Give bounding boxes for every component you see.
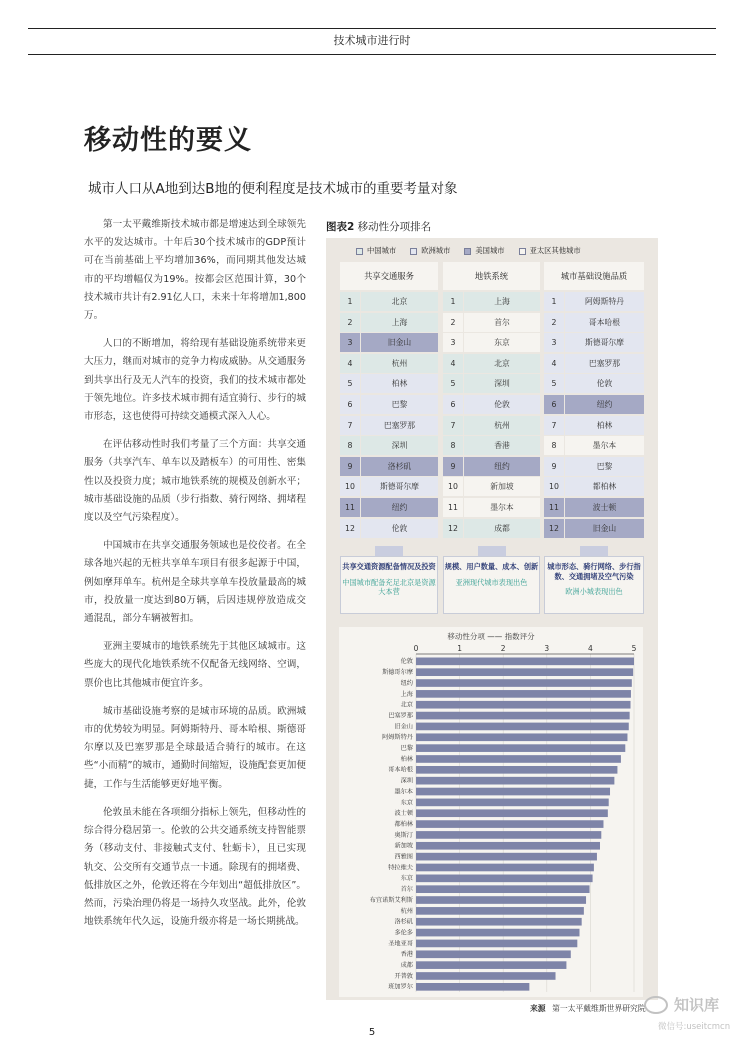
rank-city: 首尔 (464, 313, 540, 332)
running-header (28, 28, 716, 55)
rank-city: 阿姆斯特丹 (565, 292, 644, 311)
legend-swatch (519, 248, 526, 255)
rank-row (340, 395, 438, 414)
bar-label: 东京 (400, 875, 413, 883)
bar-label: 西雅图 (394, 853, 413, 861)
bar (416, 907, 584, 915)
rank-number: 12 (443, 519, 463, 538)
rank-city: 巴塞罗那 (565, 354, 644, 373)
rank-number: 4 (340, 354, 360, 373)
bar (416, 972, 556, 980)
note-finding: 欧洲小城表现出色 (565, 587, 623, 596)
wechat-icon (644, 996, 668, 1014)
source-label: 来源 (530, 1004, 546, 1013)
bar-label: 香港 (400, 951, 413, 959)
rank-number: 5 (443, 374, 463, 393)
bar-label: 洛杉矶 (394, 918, 413, 926)
rank-number: 3 (340, 333, 360, 352)
bar (416, 820, 603, 828)
rank-row (443, 457, 540, 476)
note-criteria: 城市形态、骑行网络、步行指数、交通拥堵及空气污染 (547, 562, 641, 581)
rank-number: 7 (443, 416, 463, 435)
bar (416, 875, 593, 883)
watermark-title: 知识库 (674, 996, 720, 1014)
bar-label: 北京 (400, 701, 413, 709)
bar-label: 特拉维夫 (388, 864, 413, 872)
bar (416, 983, 529, 991)
rank-city: 纽约 (565, 395, 644, 414)
rank-row (544, 313, 644, 332)
bar (416, 918, 582, 926)
rank-number: 7 (340, 416, 360, 435)
source-text: 第一太平戴维斯世界研究院 (552, 1004, 646, 1013)
rank-row (544, 477, 644, 496)
paragraph: 人口的不断增加，将给现有基础设施系统带来更大压力，继而对城市的竞争力构成威胁。从交通服务到共享出行及无人汽车的投资，我们的技术城市都处于领先地位。许多技术城市拥有适宜骑行、步行的城市形态，这也使得可持续交通模式深入人心。 (84, 338, 306, 423)
bar-label: 斯德哥尔摩 (382, 669, 413, 677)
rank-row (443, 519, 540, 538)
legend-item (519, 246, 581, 256)
rank-number: 2 (443, 313, 463, 332)
rank-row (443, 354, 540, 373)
note-criteria: 规模、用户数量、成本、创新 (444, 562, 539, 571)
note-connector (580, 546, 608, 556)
rank-row (443, 333, 540, 352)
bar (416, 777, 614, 785)
rank-row (544, 374, 644, 393)
rank-city: 伦敦 (361, 519, 438, 538)
rank-number: 5 (340, 374, 360, 393)
legend-swatch (356, 248, 363, 255)
rank-row (340, 436, 438, 455)
rank-city: 巴黎 (565, 457, 644, 476)
rank-number: 12 (544, 519, 564, 538)
paragraph: 中国城市在共享交通服务领域也是佼佼者。在全球各地兴起的无桩共享单车项目有很多起源于中国，例如摩拜单车。杭州是全球共享单车投放量最高的城市，投放量一度达到80万辆，后因违规停放造成交通混乱，部分车辆被暂扣。 (84, 540, 306, 625)
rank-city: 北京 (464, 354, 540, 373)
bar (416, 885, 590, 893)
x-tick-label: 4 (588, 644, 593, 653)
rank-city: 香港 (464, 436, 540, 455)
legend-label: 中国城市 (367, 246, 397, 255)
bar-label: 新加坡 (394, 842, 413, 850)
bar (416, 744, 625, 752)
bar-label: 多伦多 (394, 929, 413, 937)
rank-number: 10 (340, 477, 360, 496)
rank-city: 纽约 (464, 457, 540, 476)
rank-row (544, 498, 644, 517)
rank-row (340, 374, 438, 393)
paragraph: 第一太平戴维斯技术城市都是增速达到全球领先水平的发达城市。十年后30个技术城市的GDP预计可在当前基础上平均增加36%，而同期其他发达城市的平均增幅仅为19%。按都会区范围计算，30个技术城市共计有2.91亿人口，未来十年将增加1,800万。 (84, 219, 306, 322)
rank-city: 东京 (464, 333, 540, 352)
x-tick-label: 5 (631, 644, 637, 653)
rank-row (544, 519, 644, 538)
rank-number: 3 (544, 333, 564, 352)
rank-city: 伦敦 (464, 395, 540, 414)
bar (416, 809, 608, 817)
rank-city: 巴黎 (361, 395, 438, 414)
rank-number: 8 (544, 436, 564, 455)
bar-label: 成都 (400, 962, 413, 969)
bar (416, 929, 580, 937)
rank-city: 都柏林 (565, 477, 644, 496)
article-body (84, 216, 306, 941)
legend-label: 美国城市 (475, 246, 505, 255)
page-number: 5 (368, 1027, 376, 1038)
rank-number: 10 (544, 477, 564, 496)
bar-label: 布宜诺斯艾利斯 (369, 896, 413, 904)
rank-row (340, 416, 438, 435)
rank-city: 墨尔本 (464, 498, 540, 517)
rank-row (340, 333, 438, 352)
rank-number: 8 (443, 436, 463, 455)
rank-city: 北京 (361, 292, 438, 311)
bar-label: 波士顿 (394, 810, 413, 818)
bar-chart-svg (339, 627, 643, 997)
rank-city: 深圳 (464, 374, 540, 393)
bar-label: 首尔 (400, 886, 413, 894)
rank-city: 波士顿 (565, 498, 644, 517)
rank-city: 巴塞罗那 (361, 416, 438, 435)
x-tick-label: 2 (500, 644, 506, 653)
rank-number: 9 (443, 457, 463, 476)
figure-title: 移动性分项排名 (357, 221, 432, 233)
legend (356, 244, 581, 258)
bar (416, 853, 597, 861)
legend-label: 亚太区其他城市 (529, 246, 581, 255)
bar (416, 690, 631, 698)
rank-city: 纽约 (361, 498, 438, 517)
bar (416, 712, 630, 720)
legend-swatch (410, 248, 417, 255)
rank-row (340, 498, 438, 517)
rank-row (544, 457, 644, 476)
rank-city: 新加坡 (464, 477, 540, 496)
chart-title: 移动性分项 —— 指数评分 (447, 632, 535, 641)
bar-label: 上海 (400, 690, 413, 698)
paragraph: 城市基础设施考察的是城市环境的品质。欧洲城市的优势较为明显。阿姆斯特丹、哥本哈根、斯德哥尔摩以及巴塞罗那是全球最适合骑行的城市。在这些“小而精”的城市，通勤时间缩短，设施配套更加便捷，工作与生活能够更好地平衡。 (84, 705, 306, 790)
bar-label: 圣地亚哥 (388, 940, 413, 948)
bar (416, 733, 627, 741)
rank-row (443, 477, 540, 496)
paragraph: 伦敦虽未能在各项细分指标上领先，但移动性的综合得分稳居第一。伦敦的公共交通系统支持智能票务（移动支付、非接触式支付、牡蛎卡），且已实现轨交、公交所有交通节点一卡通。除现有的拥堵费、低排放区之外，伦敦还将在今年划出“超低排放区”。然而，污染治理仍将是一场持久攻坚战。此外，伦敦地铁系统年代久远，设施升级亦将是一场长期挑战。 (84, 806, 306, 928)
bar-label: 阿姆斯特丹 (382, 734, 413, 742)
column-header: 城市基础设施品质 (544, 262, 644, 290)
rank-number: 12 (340, 519, 360, 538)
rank-number: 2 (544, 313, 564, 332)
bar (416, 896, 586, 904)
source-note (530, 1003, 646, 1014)
rank-row (544, 354, 644, 373)
bar (416, 701, 631, 709)
rank-city: 成都 (464, 519, 540, 538)
bar (416, 799, 609, 807)
rank-row (340, 354, 438, 373)
rank-row (340, 457, 438, 476)
rank-number: 11 (544, 498, 564, 517)
bar (416, 755, 621, 763)
rank-number: 1 (544, 292, 564, 311)
rank-row (544, 395, 644, 414)
rank-row (340, 313, 438, 332)
rank-row (443, 498, 540, 517)
running-header-title: 技术城市进行时 (333, 34, 411, 47)
legend-label: 欧洲城市 (421, 246, 451, 255)
bar (416, 950, 571, 958)
rank-number: 3 (443, 333, 463, 352)
legend-swatch (464, 248, 471, 255)
bar (416, 766, 617, 774)
bar-label: 东京 (400, 799, 413, 807)
rank-row (544, 436, 644, 455)
rank-row (340, 292, 438, 311)
column-note (443, 556, 540, 614)
rank-city: 杭州 (361, 354, 438, 373)
rank-city: 旧金山 (565, 519, 644, 538)
score-chart (339, 627, 643, 997)
bar-label: 奥斯汀 (394, 831, 413, 839)
rank-number: 4 (443, 354, 463, 373)
rank-row (544, 416, 644, 435)
bar (416, 831, 601, 839)
rank-number: 11 (443, 498, 463, 517)
bar-label: 都柏林 (394, 820, 413, 828)
rank-row (443, 436, 540, 455)
legend-item (464, 246, 504, 256)
rank-number: 11 (340, 498, 360, 517)
bar-label: 巴塞罗那 (388, 712, 413, 720)
note-finding: 亚洲现代城市表现出色 (455, 577, 528, 587)
legend-item (356, 246, 396, 256)
bar (416, 864, 594, 872)
rank-number: 5 (544, 374, 564, 393)
rank-number: 2 (340, 313, 360, 332)
x-tick-label: 3 (544, 644, 550, 653)
rank-row (340, 519, 438, 538)
rank-city: 斯德哥尔摩 (565, 333, 644, 352)
rank-row (544, 292, 644, 311)
bar (416, 723, 629, 731)
rank-city: 上海 (464, 292, 540, 311)
rank-number: 4 (544, 354, 564, 373)
page-subtitle: 城市人口从A地到达B地的便利程度是技术城市的重要考量对象 (88, 181, 458, 197)
rank-city: 旧金山 (361, 333, 438, 352)
page-title: 移动性的要义 (84, 125, 252, 156)
bar (416, 788, 610, 796)
rank-city: 洛杉矶 (361, 457, 438, 476)
column-note (544, 556, 644, 614)
rank-number: 6 (443, 395, 463, 414)
watermark-id: 微信号:useitcmcn (658, 1022, 731, 1032)
x-tick-label: 0 (413, 644, 419, 653)
rank-number: 9 (340, 457, 360, 476)
rank-number: 1 (443, 292, 463, 311)
bar-label: 旧金山 (394, 723, 413, 731)
rank-city: 柏林 (565, 416, 644, 435)
note-connector (375, 546, 403, 556)
paragraph: 在评估移动性时我们考量了三个方面：共享交通服务（共享汽车、单车以及踏板车）的可用性、密集性以及投资力度；城市地铁系统的规模及创新水平；城市基础设施的品质（步行指数、骑行网络、拥堵程度以及空气污染程度）。 (84, 439, 306, 524)
note-connector (478, 546, 506, 556)
rank-row (443, 416, 540, 435)
bar (416, 961, 566, 969)
bar-label: 班加罗尔 (388, 983, 413, 991)
rank-row (443, 395, 540, 414)
rank-number: 1 (340, 292, 360, 311)
rank-city: 哥本哈根 (565, 313, 644, 332)
figure-panel (326, 238, 658, 1000)
rank-number: 10 (443, 477, 463, 496)
rank-row (340, 477, 438, 496)
column-note (340, 556, 438, 614)
paragraph: 亚洲主要城市的地铁系统先于其他区域城市。这些庞大的现代化地铁系统不仅配备无线网络、空调，票价也比其他城市便宜许多。 (84, 641, 306, 689)
legend-item (410, 246, 450, 256)
bar-label: 巴黎 (400, 745, 413, 752)
rank-city: 上海 (361, 313, 438, 332)
rank-row (443, 292, 540, 311)
rank-number: 8 (340, 436, 360, 455)
rank-number: 9 (544, 457, 564, 476)
bar-label: 哥本哈根 (388, 766, 413, 774)
rank-city: 杭州 (464, 416, 540, 435)
x-tick-label: 1 (457, 644, 462, 653)
rank-city: 柏林 (361, 374, 438, 393)
figure-caption (326, 219, 431, 234)
bar-label: 深圳 (400, 777, 413, 785)
bar-label: 开普敦 (394, 972, 413, 980)
bar (416, 679, 632, 687)
rank-number: 7 (544, 416, 564, 435)
bar-label: 伦敦 (400, 658, 413, 666)
rank-number: 6 (340, 395, 360, 414)
rank-city: 伦敦 (565, 374, 644, 393)
watermark (640, 990, 740, 1040)
note-criteria: 共享交通资源配备情况及投资 (342, 562, 436, 571)
bar-label: 柏林 (400, 755, 413, 763)
rank-city: 斯德哥尔摩 (361, 477, 438, 496)
bar (416, 658, 634, 666)
bar (416, 940, 577, 948)
bar-label: 杭州 (400, 907, 413, 915)
rank-city: 深圳 (361, 436, 438, 455)
bar (416, 668, 633, 676)
bar (416, 842, 600, 850)
rank-city: 墨尔本 (565, 436, 644, 455)
note-finding: 中国城市配备充足北京是资源大本营 (342, 577, 436, 596)
rank-row (443, 313, 540, 332)
bar-label: 墨尔本 (394, 788, 413, 796)
rank-number: 6 (544, 395, 564, 414)
rank-row (443, 374, 540, 393)
bar-label: 纽约 (400, 679, 413, 687)
column-header: 地铁系统 (443, 262, 540, 290)
column-header: 共享交通服务 (340, 262, 438, 290)
rank-row (544, 333, 644, 352)
figure-label: 图表2 (326, 221, 355, 233)
